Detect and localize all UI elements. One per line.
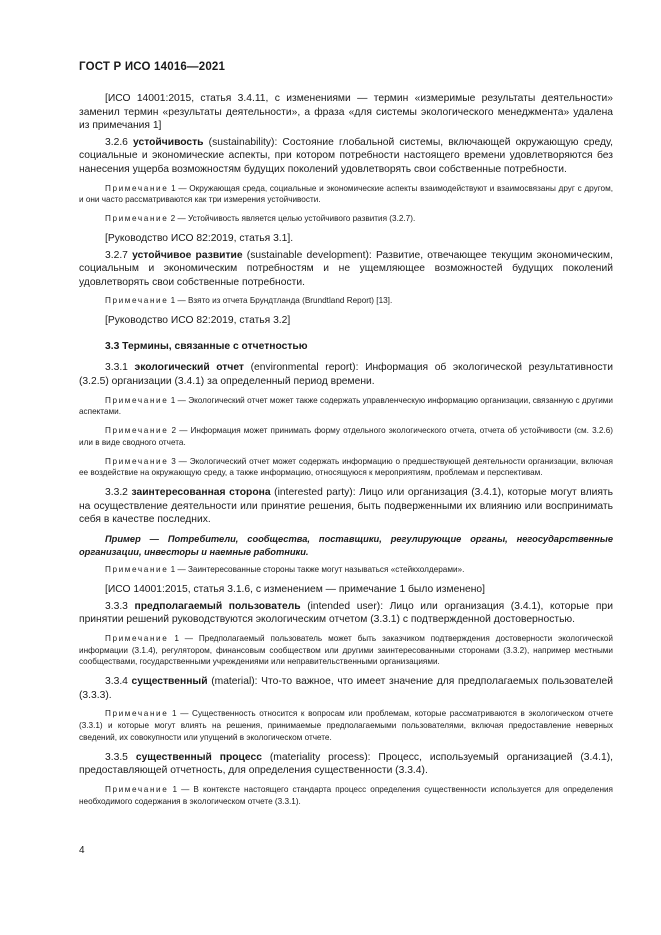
term-name: устойчивое развитие — [132, 249, 243, 261]
note: Примечание 1 — Существенность относится к вопросам или проблемам, которые рассматриваются в экологическом отчете (3.3.1) и которые могут влиять на решения, принимаемые предполагаемыми пользователями, включая предоставление неверных сведений, их совокупности или упущений в экологическом отчете. — [79, 709, 613, 742]
term-name: заинтересованная сторона — [131, 487, 271, 499]
term-3-3-2: 3.3.2 заинтересованная сторона (interested party): Лицо или организация (3.4.1), которые могут влиять на осуществление деятельности или принятие решения, быть подверженными их влиянию или воспринимать себя в качестве последних. — [79, 487, 613, 526]
note: Примечание 1 — Окружающая среда, социальные и экономические аспекты взаимодействуют и взаимосвязаны друг с другом, и они часто рассматриваются как три измерения устойчивости. — [79, 183, 614, 205]
note: Примечание 1 — Взято из отчета Брундтланда (Brundtland Report) [13]. — [105, 296, 393, 306]
term-3-3-1: 3.3.1 экологический отчет (environmental report): Информация об экологической результативности (3.2.5) организации (3.4.1) за определенный период времени. — [79, 362, 613, 387]
reference-paragraph: [ИСО 14001:2015, статья 3.1.6, с изменением — примечание 1 было изменено] — [105, 584, 486, 596]
document-header: ГОСТ Р ИСО 14016—2021 — [79, 61, 226, 73]
term-3-3-4: 3.3.4 существенный (material): Что-то важное, что имеет значение для предполагаемых пользователей (3.3.3). — [79, 676, 613, 701]
section-heading: 3.3 Термины, связанные с отчетностью — [105, 340, 308, 352]
page-content — [79, 92, 613, 815]
note: Примечание 1 — Экологический отчет может также содержать управленческую информацию организации, связанную с другими аспектами. — [79, 395, 613, 417]
term-name: предполагаемый пользователь — [134, 600, 301, 612]
note: Примечание 2 — Устойчивость является целью устойчивого развития (3.2.7). — [105, 214, 416, 224]
note: Примечание 1 — Предполагаемый пользователь может быть заказчиком подтверждения достоверности экологической информации (3.1.4), регулятором, финансовым сообществом или другими заинтересованными сторонами (3.3.2), например местными сообществами, государственными учреждениями или неправительственными организациями. — [79, 633, 614, 667]
term-name: устойчивость — [133, 136, 204, 148]
reference-paragraph: [Руководство ИСО 82:2019, статья 3.1]. — [105, 232, 294, 244]
reference-paragraph: [Руководство ИСО 82:2019, статья 3.2] — [105, 315, 291, 327]
term-3-2-6: 3.2.6 устойчивость (sustainability): Состояние глобальной системы, включающей окружающую среду, социальные и экономические аспекты, при котором потребности настоящего времени удовлетворяются без нанесения ущерба возможностям будущих поколений удовлетворять свои собственные потребности. — [79, 136, 613, 175]
term-3-3-5: 3.3.5 существенный процесс (materiality process): Процесс, используемый организацией (3.4.1), предоставляющей отчетность, для определения существенности (3.3.4). — [79, 751, 613, 777]
term-3-3-3: 3.3.3 предполагаемый пользователь (intended user): Лицо или организация (3.4.1), которые при принятии решений руководствуются экологическим отчетом (3.3.1) с подтвержденной достоверностью. — [79, 600, 613, 626]
term-name: существенный — [131, 676, 208, 688]
note: Примечание 2 — Информация может принимать форму отдельного экологического отчета, отчета об устойчивости (см. 3.2.6) или в виде сводного отчета. — [79, 426, 614, 447]
page-number: 4 — [79, 845, 85, 856]
example: Пример — Потребители, сообщества, поставщики, регулирующие органы, негосударственные организации, инвесторы и наемные работники. — [79, 534, 613, 557]
reference-paragraph: [ИСО 14001:2015, статья 3.4.11, с изменениями — термин «измеримые результаты деятельности» заменил термин «результаты деятельности», а фраза «для системы экологического менеджмента» удалена из примечания 1] — [79, 93, 613, 132]
note: Примечание 1 — Заинтересованные стороны также могут называться «стейкхолдерами». — [105, 565, 465, 575]
term-3-2-7: 3.2.7 устойчивое развитие (sustainable development): Развитие, отвечающее текущим экономическим, социальным и экономическим потребностям и не ущемляющее возможностей будущих поколений удовлетворять свои собственные потребности. — [79, 249, 613, 288]
term-name: экологический отчет — [134, 362, 244, 374]
note: Примечание 3 — Экологический отчет может содержать информацию о предшествующей деятельности организации, включая ее воздействие на окружающую среду, а также информацию, относящуюся к мероприятиям, проблемам и перспективам. — [79, 456, 613, 478]
note: Примечание 1 — В контексте настоящего стандарта процесс определения существенности используется для определения необходимого содержания в экологическом отчете (3.3.1). — [79, 784, 613, 806]
term-name: существенный процесс — [135, 751, 262, 763]
